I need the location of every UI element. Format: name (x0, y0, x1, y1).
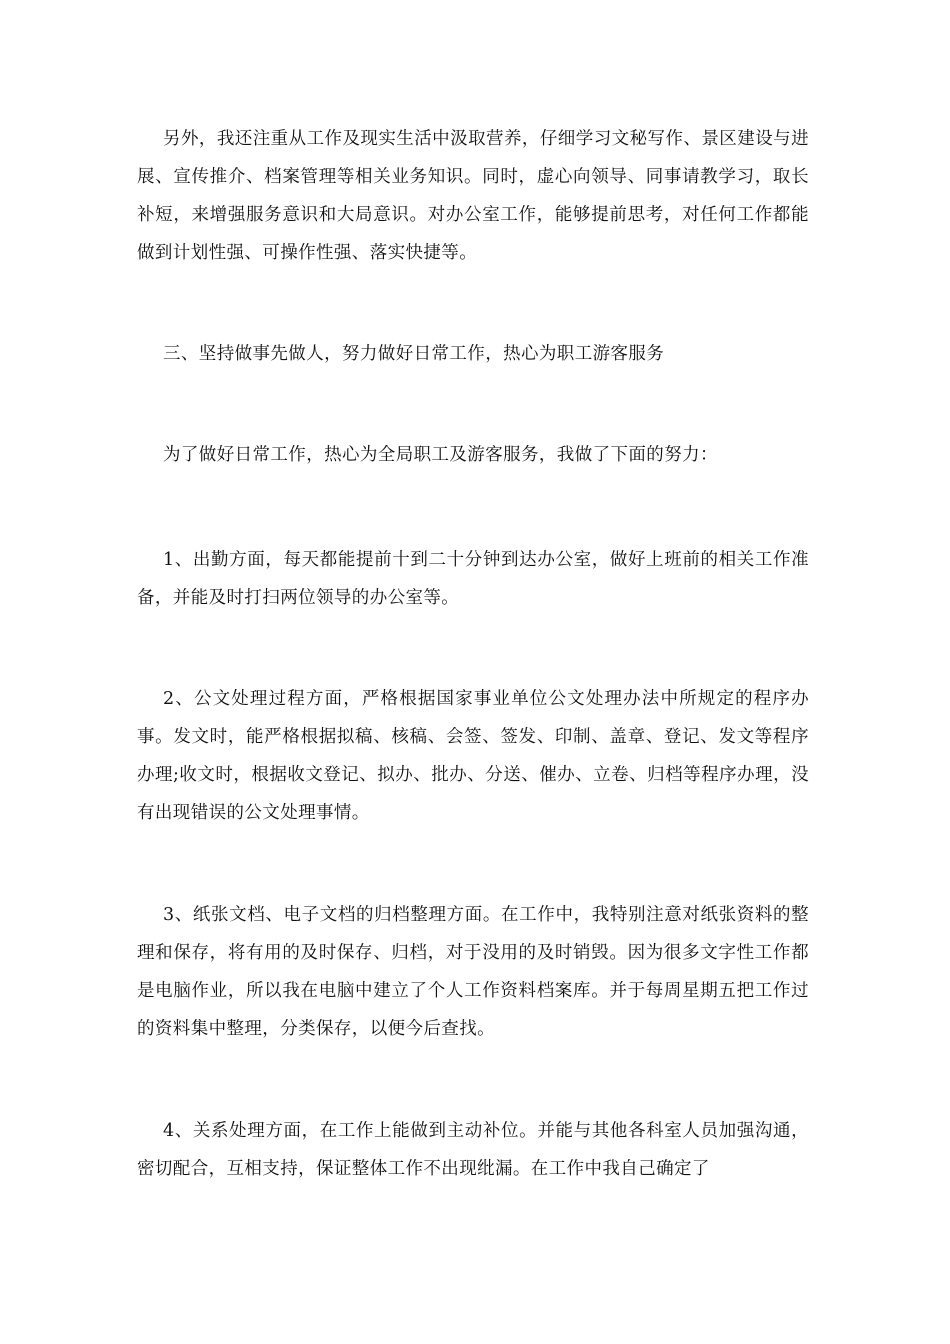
section-heading-three: 三、坚持做事先做人，努力做好日常工作，热心为职工游客服务 (163, 344, 665, 364)
paragraph-archiving: 3、纸张文档、电子文档的归档整理方面。在工作中，我特别注意对纸张资料的整理和保存，将有用的及时保存、归档，对于没用的及时销毁。因为很多文字性工作都是电脑作业，所以我在电脑中建立了个人工作资料档案库。并于每周星期五把工作过的资料集中整理，分类保存，以便今后查找。 (137, 905, 809, 1039)
paragraph-learning: 另外，我还注重从工作及现实生活中汲取营养，仔细学习文秘写作、景区建设与进展、宣传推介、档案管理等相关业务知识。同时，虚心向领导、同事请教学习，取长补短，来增强服务意识和大局意识。对办公室工作，能够提前思考，对任何工作都能做到计划性强、可操作性强、落实快捷等。 (137, 129, 809, 263)
paragraph-intro: 为了做好日常工作，热心为全局职工及游客服务，我做了下面的努力： (163, 445, 718, 465)
paragraph-document-handling: 2、公文处理过程方面，严格根据国家事业单位公文处理办法中所规定的程序办事。发文时，能严格根据拟稿、核稿、会签、签发、印制、盖章、登记、发文等程序办理;收文时，根据收文登记、拟办、批办、分送、催办、立卷、归档等程序办理，没有出现错误的公文处理事情。 (137, 689, 809, 823)
paragraph-attendance: 1、出勤方面，每天都能提前十到二十分钟到达办公室，做好上班前的相关工作准备，并能及时打扫两位领导的办公室等。 (137, 550, 809, 608)
paragraph-relations: 4、关系处理方面，在工作上能做到主动补位。并能与其他各科室人员加强沟通，密切配合，互相支持，保证整体工作不出现纰漏。在工作中我自己确定了 (137, 1121, 809, 1179)
